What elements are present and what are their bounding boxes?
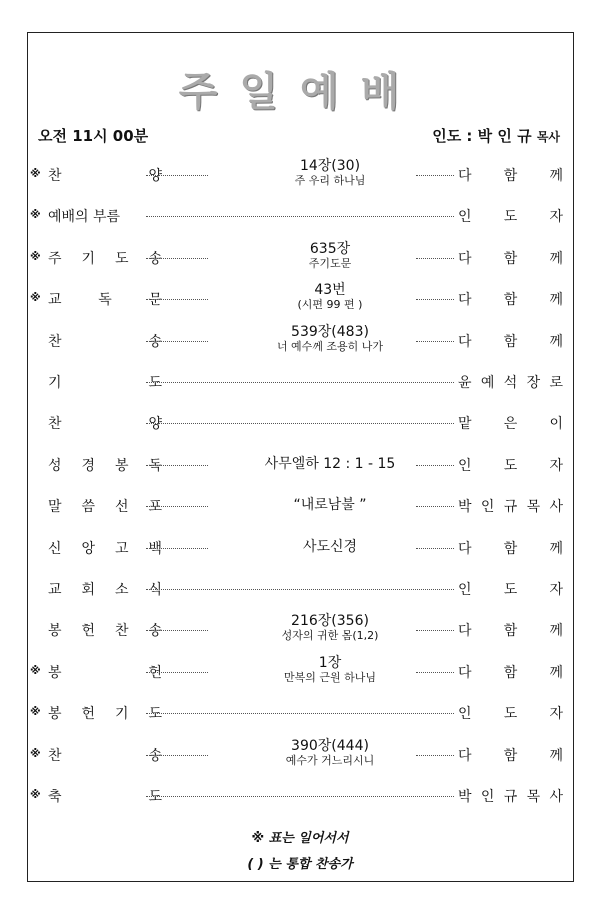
item-detail [210,456,450,472]
item-label-char: 도 [114,250,129,267]
item-label-char: 찬 [48,416,62,433]
item-label-char: 포 [148,499,162,516]
item-label [48,372,162,392]
item-responsible-char: 목 [526,789,541,805]
order-item [30,735,570,775]
item-responsible-char: 윤 [458,375,472,391]
item-label-char: 도 [148,789,162,805]
item-label [48,745,162,765]
item-responsible [458,496,563,516]
item-label-char: 송 [148,333,162,350]
item-responsible-char: 함 [503,747,518,764]
item-label-char: 양 [148,168,162,184]
item-responsible-char: 께 [549,168,563,184]
item-responsible-char: 인 [480,499,495,516]
item-label-char: 교 [48,292,62,309]
item-responsible [458,206,563,226]
page-title: 주일예배 [178,69,422,115]
item-sub-text: 성자의 귀한 몸(1,2) [281,629,379,643]
footer-note-hymnal: ( ) 는 통합 찬송가 [247,857,353,872]
item-label [48,206,162,226]
item-responsible-char: 예 [480,375,495,391]
item-label [48,413,162,433]
item-responsible-char: 함 [503,250,518,267]
item-responsible-char: 사 [549,499,563,516]
item-label-char: 송 [148,623,162,640]
item-label-char: 씀 [81,499,96,516]
item-detail [210,282,450,311]
footer-note-standing: ※ 표는 일어서서 [251,831,349,846]
service-leader [432,125,560,146]
item-sub-text: 예수가 거느리시니 [285,753,375,767]
item-label-char: 도 [148,375,162,391]
item-label-char: 소 [114,582,129,598]
item-label-char: 헌 [81,623,96,640]
item-responsible-char: 함 [503,623,518,640]
item-responsible-char: 다 [458,168,472,184]
item-main-text: “내로남불 ” [293,497,367,514]
leader-label: 인도 : 박 인 규 [432,127,532,145]
item-responsible [458,413,563,433]
item-label-char: 송 [148,747,162,764]
leader-dots [146,589,454,590]
item-responsible-char: 맡 [458,416,472,433]
leader-suffix: 목사 [536,130,560,144]
item-sub-text: 만복의 근원 하나님 [283,670,376,684]
item-label [48,165,162,185]
item-detail [210,613,450,642]
item-main-text: 사도신경 [302,538,358,555]
leader-dots [146,672,208,673]
item-main-text: 14장(30) [299,158,361,174]
item-label [48,703,162,723]
item-label-char: 봉 [48,706,62,723]
item-detail [210,539,450,555]
order-item [30,486,570,526]
item-responsible-char: 인 [458,209,472,226]
leader-dots [146,630,208,631]
item-responsible [458,786,563,806]
item-label-char: 봉 [114,457,129,474]
item-responsible-char: 다 [458,664,472,681]
item-detail [210,241,450,270]
standing-mark: ※ [30,705,41,719]
item-label-char: 예배의 부름 [48,209,121,226]
leader-dots [146,796,454,797]
leader-dots [146,423,454,424]
item-label [48,538,162,558]
item-label-char: 봉 [48,623,62,640]
item-responsible-char: 함 [503,540,518,557]
item-responsible-char: 이 [549,416,563,433]
item-responsible-char: 께 [549,540,563,557]
leader-dots [146,548,208,549]
order-item [30,776,570,816]
leader-dots [146,755,208,756]
item-label-char: 헌 [148,664,162,681]
order-item [30,155,570,195]
order-item [30,362,570,402]
item-label-char: 도 [148,706,162,723]
item-responsible [458,331,563,351]
item-label-char: 신 [48,540,62,557]
standing-mark: ※ [30,167,41,180]
item-label [48,455,162,475]
item-responsible [458,289,563,309]
order-item [30,528,570,568]
item-responsible-char: 다 [458,623,472,640]
item-responsible-char: 다 [458,292,472,309]
leader-dots [146,341,208,342]
item-responsible-char: 께 [549,250,563,267]
item-responsible-char: 로 [549,375,563,391]
item-responsible-char: 다 [458,333,472,350]
order-item [30,279,570,319]
item-label-char: 찬 [48,168,62,184]
standing-mark: ※ [30,208,41,222]
item-responsible-char: 장 [526,375,541,391]
order-item [30,196,570,236]
item-responsible-char: 은 [503,416,518,433]
item-label-char: 주 [48,250,62,267]
leader-dots [146,382,454,383]
item-responsible-char: 함 [503,168,518,184]
item-label-char: 기 [81,250,96,267]
order-item [30,610,570,650]
item-label-char: 교 [48,582,62,598]
item-responsible-char: 께 [549,292,563,309]
item-label [48,786,162,806]
standing-mark: ※ [30,746,41,760]
item-responsible-char: 박 [458,789,472,805]
item-responsible-char: 도 [503,209,518,226]
item-label-char: 독 [98,292,112,309]
item-detail [210,738,450,767]
item-responsible-char: 함 [503,333,518,350]
item-label-char: 회 [81,582,96,598]
item-label [48,248,162,268]
item-label-char: 송 [148,250,162,267]
item-sub-text: 너 예수께 조용히 나가 [276,339,384,353]
item-label-char: 찬 [114,623,129,640]
item-label-char: 독 [148,457,162,474]
item-responsible-char: 함 [503,664,518,681]
item-responsible-char: 사 [549,789,563,805]
order-item [30,403,570,443]
order-item [30,321,570,361]
item-responsible [458,579,563,599]
leader-dots [146,216,454,217]
item-label-char: 기 [48,375,62,391]
item-sub-text: 주 우리 하나님 [294,174,366,187]
item-label [48,496,162,516]
standing-mark: ※ [30,788,41,801]
item-responsible-char: 자 [549,706,563,723]
item-main-text: 635장 [309,240,351,257]
leader-dots [146,299,208,300]
item-label-char: 봉 [48,664,62,681]
item-responsible-char: 께 [549,664,563,681]
item-responsible-char: 함 [503,292,518,309]
item-main-text: 539장(483) [291,323,369,340]
leader-dots [146,258,208,259]
standing-mark: ※ [30,249,41,263]
leader-dots [146,465,208,466]
item-responsible-char: 께 [549,623,563,640]
item-label-char: 찬 [48,747,62,764]
item-responsible-char: 규 [503,789,518,805]
item-label-char: 앙 [81,540,96,557]
order-item [30,569,570,609]
item-label-char: 고 [114,540,129,557]
item-label-char: 문 [148,292,162,309]
item-label [48,331,162,351]
item-label-char: 축 [48,789,62,805]
item-detail [210,158,450,187]
item-detail [210,497,450,513]
item-label [48,662,162,682]
leader-dots [146,175,208,176]
item-label [48,289,162,309]
item-sub-text: 주기도문 [308,256,352,270]
leader-dots [146,713,454,714]
item-label-char: 성 [48,457,62,474]
item-responsible [458,455,563,475]
item-responsible [458,703,563,723]
item-label-char: 헌 [81,706,96,723]
item-main-text: 1장 [318,654,342,671]
item-responsible-char: 도 [503,582,518,598]
item-label-char: 말 [48,499,62,516]
item-responsible-char: 박 [458,499,472,516]
order-item [30,652,570,692]
item-responsible-char: 자 [549,457,563,474]
item-label-char: 양 [148,416,162,433]
item-detail [210,324,450,353]
standing-mark: ※ [30,291,41,305]
order-item [30,693,570,733]
item-responsible [458,620,563,640]
item-label [48,620,162,640]
item-responsible-char: 다 [458,250,472,267]
standing-mark: ※ [30,663,41,677]
item-label-char: 기 [114,706,129,723]
item-responsible-char: 께 [549,747,563,764]
item-main-text: 216장(356) [291,613,369,630]
item-responsible-char: 자 [549,582,563,598]
item-responsible-char: 석 [503,375,518,391]
item-label-char: 선 [114,499,129,516]
item-responsible-char: 도 [503,457,518,474]
item-responsible-char: 다 [458,540,472,557]
item-responsible-char: 도 [503,706,518,723]
item-responsible [458,538,563,558]
item-responsible-char: 인 [458,706,472,723]
item-responsible-char: 규 [503,499,518,516]
item-label-char: 찬 [48,333,62,350]
item-responsible-char: 목 [526,499,541,516]
item-main-text: 390장(444) [291,737,369,754]
item-label-char: 경 [81,457,96,474]
item-responsible [458,662,563,682]
item-main-text: 사무엘하 12 : 1 - 15 [264,455,396,472]
item-responsible-char: 자 [549,209,563,226]
order-item [30,445,570,485]
item-responsible-char: 인 [458,582,472,598]
item-main-text: 43번 [314,282,346,299]
order-item [30,238,570,278]
item-sub-text: (시편 99 편 ) [297,298,363,312]
item-responsible-char: 인 [480,789,495,805]
item-label-char: 백 [148,540,162,557]
item-label-char: 식 [148,582,162,598]
leader-dots [146,506,208,507]
service-time: 오전 11시 00분 [38,127,149,145]
item-responsible-char: 께 [549,333,563,350]
item-responsible [458,165,563,185]
item-responsible [458,745,563,765]
item-responsible [458,248,563,268]
item-responsible [458,372,563,392]
item-responsible-char: 인 [458,457,472,474]
item-responsible-char: 다 [458,747,472,764]
item-detail [210,655,450,684]
item-label [48,579,162,599]
